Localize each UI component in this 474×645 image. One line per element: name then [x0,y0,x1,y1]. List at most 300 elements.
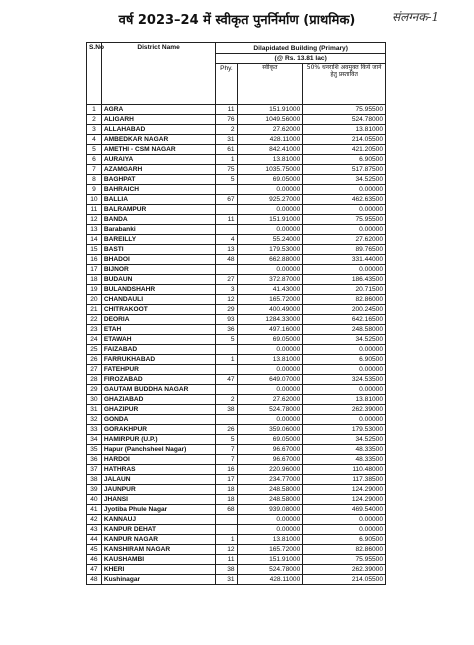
release-cell: 248.58000 [303,325,386,335]
district-cell: BALRAMPUR [101,205,216,215]
phy-cell: 5 [216,175,237,185]
sno-cell: 39 [87,485,102,495]
sanctioned-cell: 0.00000 [237,225,303,235]
release-cell: 75.95500 [303,555,386,565]
sanctioned-cell: 13.81000 [237,155,303,165]
release-cell: 324.53500 [303,375,386,385]
district-cell: CHITRAKOOT [101,305,216,315]
release-cell: 75.95500 [303,215,386,225]
phy-cell [216,365,237,375]
release-cell: 48.33500 [303,445,386,455]
table-row [87,425,386,435]
district-cell: JHANSI [101,495,216,505]
table-row [87,285,386,295]
phy-cell: 7 [216,445,237,455]
district-cell: AZAMGARH [101,165,216,175]
annexure-annotation: संलग्नक-1 [392,10,440,24]
table-row [87,255,386,265]
release-cell: 0.00000 [303,365,386,375]
release-cell: 214.05500 [303,135,386,145]
sanctioned-cell: 0.00000 [237,365,303,375]
release-cell: 6.90500 [303,535,386,545]
phy-cell: 1 [216,535,237,545]
release-cell: 469.54000 [303,505,386,515]
sno-cell: 12 [87,215,102,225]
district-cell: BUDAUN [101,275,216,285]
district-cell: ETAWAH [101,335,216,345]
sno-cell: 21 [87,305,102,315]
table-row [87,265,386,275]
release-cell: 34.52500 [303,335,386,345]
district-cell: JAUNPUR [101,485,216,495]
table-row [87,305,386,315]
phy-cell: 75 [216,165,237,175]
sanctioned-cell: 1284.33000 [237,315,303,325]
phy-cell: 48 [216,255,237,265]
sanctioned-cell: 524.78000 [237,565,303,575]
district-cell: ALIGARH [101,115,216,125]
table-row [87,295,386,305]
sanctioned-cell: 1035.75000 [237,165,303,175]
district-cell: AGRA [101,105,216,115]
sno-cell: 37 [87,465,102,475]
sno-cell: 13 [87,225,102,235]
table-row [87,515,386,525]
release-cell: 179.53000 [303,425,386,435]
release-cell: 331.44000 [303,255,386,265]
sanctioned-cell: 372.87000 [237,275,303,285]
release-cell: 6.90500 [303,155,386,165]
sno-cell: 40 [87,495,102,505]
sanctioned-cell: 649.07000 [237,375,303,385]
phy-cell: 36 [216,325,237,335]
district-cell: BAHRAICH [101,185,216,195]
phy-cell: 7 [216,455,237,465]
sno-cell: 28 [87,375,102,385]
district-cell: ALLAHABAD [101,125,216,135]
phy-cell: 17 [216,475,237,485]
sanctioned-cell: 96.67000 [237,445,303,455]
header-sno: S.No [87,43,102,105]
district-cell: ETAH [101,325,216,335]
header-sanctioned: स्वीकृत [237,64,303,105]
table-row [87,135,386,145]
table-row [87,125,386,135]
district-cell: BAREILLY [101,235,216,245]
sno-cell: 5 [87,145,102,155]
phy-cell: 11 [216,105,237,115]
sanctioned-cell: 179.53000 [237,245,303,255]
release-cell: 13.81000 [303,395,386,405]
page-title: वर्ष 2023–24 में स्वीकृत पुनर्निर्माण (प्राथमिक) [118,13,356,28]
phy-cell: 11 [216,555,237,565]
sno-cell: 3 [87,125,102,135]
sanctioned-cell: 220.96000 [237,465,303,475]
phy-cell: 93 [216,315,237,325]
sanctioned-cell: 359.06000 [237,425,303,435]
table-row [87,195,386,205]
release-cell: 82.86000 [303,545,386,555]
sanctioned-cell: 400.49000 [237,305,303,315]
phy-cell: 47 [216,375,237,385]
table-row [87,225,386,235]
table-row [87,335,386,345]
sno-cell: 1 [87,105,102,115]
release-cell: 214.05500 [303,575,386,585]
phy-cell: 18 [216,495,237,505]
district-cell: Barabanki [101,225,216,235]
district-cell: HAMIRPUR (U.P.) [101,435,216,445]
table-row [87,275,386,285]
sno-cell: 26 [87,355,102,365]
phy-cell: 5 [216,435,237,445]
table-row [87,115,386,125]
district-cell: FAIZABAD [101,345,216,355]
district-cell: Kushinagar [101,575,216,585]
district-cell: GONDA [101,415,216,425]
sno-cell: 9 [87,185,102,195]
sanctioned-cell: 0.00000 [237,415,303,425]
sno-cell: 43 [87,525,102,535]
sanctioned-cell: 165.72000 [237,545,303,555]
sno-cell: 42 [87,515,102,525]
phy-cell: 16 [216,465,237,475]
table-row [87,105,386,115]
release-cell: 421.20500 [303,145,386,155]
sno-cell: 8 [87,175,102,185]
district-cell: HATHRAS [101,465,216,475]
table-row [87,175,386,185]
phy-cell: 38 [216,565,237,575]
phy-cell [216,525,237,535]
release-cell: 0.00000 [303,205,386,215]
sno-cell: 2 [87,115,102,125]
phy-cell: 2 [216,395,237,405]
release-cell: 0.00000 [303,265,386,275]
table-row [87,565,386,575]
release-cell: 0.00000 [303,185,386,195]
district-cell: GHAZIPUR [101,405,216,415]
sno-cell: 15 [87,245,102,255]
sno-cell: 19 [87,285,102,295]
table-row [87,185,386,195]
sanctioned-cell: 0.00000 [237,515,303,525]
district-cell: Jyotiba Phule Nagar [101,505,216,515]
release-cell: 89.76500 [303,245,386,255]
sno-cell: 10 [87,195,102,205]
district-cell: BHADOI [101,255,216,265]
release-cell: 27.62000 [303,235,386,245]
sanctioned-cell: 662.88000 [237,255,303,265]
sno-cell: 25 [87,345,102,355]
sanctioned-cell: 151.91000 [237,215,303,225]
district-cell: KHERI [101,565,216,575]
table-row [87,575,386,585]
table-row [87,355,386,365]
release-cell: 262.39000 [303,405,386,415]
sanctioned-cell: 428.11000 [237,575,303,585]
table-row [87,205,386,215]
district-cell: KANNAUJ [101,515,216,525]
sno-cell: 7 [87,165,102,175]
table-row [87,145,386,155]
district-table [86,42,386,585]
district-cell: BIJNOR [101,265,216,275]
phy-cell [216,345,237,355]
district-cell: AMBEDKAR NAGAR [101,135,216,145]
sno-cell: 36 [87,455,102,465]
release-cell: 20.71500 [303,285,386,295]
district-cell: BULANDSHAHR [101,285,216,295]
sanctioned-cell: 41.43000 [237,285,303,295]
sanctioned-cell: 69.05000 [237,435,303,445]
sno-cell: 30 [87,395,102,405]
table-row [87,485,386,495]
table-row [87,495,386,505]
sno-cell: 22 [87,315,102,325]
district-cell: BALLIA [101,195,216,205]
sanctioned-cell: 248.58000 [237,485,303,495]
sanctioned-cell: 0.00000 [237,185,303,195]
release-cell: 34.52500 [303,175,386,185]
phy-cell: 4 [216,235,237,245]
release-cell: 462.63500 [303,195,386,205]
sno-cell: 20 [87,295,102,305]
phy-cell [216,225,237,235]
table-row [87,315,386,325]
sno-cell: 33 [87,425,102,435]
phy-cell: 68 [216,505,237,515]
district-cell: JALAUN [101,475,216,485]
sanctioned-cell: 27.62000 [237,395,303,405]
sno-cell: 11 [87,205,102,215]
phy-cell: 61 [216,145,237,155]
sanctioned-cell: 55.24000 [237,235,303,245]
district-cell: FATEHPUR [101,365,216,375]
district-cell: BAGHPAT [101,175,216,185]
phy-cell: 11 [216,215,237,225]
table-row [87,345,386,355]
release-cell: 75.95500 [303,105,386,115]
sanctioned-cell: 0.00000 [237,205,303,215]
sanctioned-cell: 151.91000 [237,105,303,115]
phy-cell: 31 [216,135,237,145]
sno-cell: 47 [87,565,102,575]
sno-cell: 24 [87,335,102,345]
sno-cell: 38 [87,475,102,485]
district-cell: DEORIA [101,315,216,325]
sanctioned-cell: 939.08000 [237,505,303,515]
phy-cell: 5 [216,335,237,345]
sanctioned-cell: 151.91000 [237,555,303,565]
table-row [87,455,386,465]
sanctioned-cell: 27.62000 [237,125,303,135]
table-row [87,385,386,395]
sanctioned-cell: 524.78000 [237,405,303,415]
release-cell: 186.43500 [303,275,386,285]
release-cell: 110.48000 [303,465,386,475]
table-row [87,475,386,485]
release-cell: 0.00000 [303,525,386,535]
table-row [87,545,386,555]
district-cell: KANPUR NAGAR [101,535,216,545]
release-cell: 124.29000 [303,485,386,495]
sno-cell: 41 [87,505,102,515]
sno-cell: 17 [87,265,102,275]
phy-cell: 1 [216,155,237,165]
phy-cell [216,205,237,215]
table-row [87,405,386,415]
phy-cell: 29 [216,305,237,315]
release-cell: 13.81000 [303,125,386,135]
table-row [87,375,386,385]
phy-cell: 12 [216,545,237,555]
header-phy: Phy. [216,64,237,105]
phy-cell: 76 [216,115,237,125]
sanctioned-cell: 0.00000 [237,265,303,275]
release-cell: 0.00000 [303,415,386,425]
sanctioned-cell: 0.00000 [237,385,303,395]
table-row [87,395,386,405]
table-row [87,165,386,175]
sanctioned-cell: 69.05000 [237,175,303,185]
table-row [87,525,386,535]
sno-cell: 35 [87,445,102,455]
table-row [87,465,386,475]
sno-cell: 48 [87,575,102,585]
sno-cell: 18 [87,275,102,285]
sanctioned-cell: 13.81000 [237,355,303,365]
release-cell: 0.00000 [303,225,386,235]
sno-cell: 23 [87,325,102,335]
sanctioned-cell: 69.05000 [237,335,303,345]
table-row [87,535,386,545]
district-cell: Hapur (Panchsheel Nagar) [101,445,216,455]
sno-cell: 34 [87,435,102,445]
sanctioned-cell: 13.81000 [237,535,303,545]
sanctioned-cell: 234.77000 [237,475,303,485]
table-row [87,555,386,565]
district-cell: GORAKHPUR [101,425,216,435]
sanctioned-cell: 497.16000 [237,325,303,335]
table-row [87,365,386,375]
phy-cell: 67 [216,195,237,205]
district-cell: KAUSHAMBI [101,555,216,565]
table-row [87,325,386,335]
sno-cell: 14 [87,235,102,245]
header-release: 50% धनराशि अवमुक्त किये जाने हेतु प्रस्तावित [303,64,386,105]
phy-cell: 13 [216,245,237,255]
table-row [87,415,386,425]
sanctioned-cell: 842.41000 [237,145,303,155]
table-body [87,105,386,585]
release-cell: 34.52500 [303,435,386,445]
phy-cell: 12 [216,295,237,305]
phy-cell [216,265,237,275]
district-cell: BASTI [101,245,216,255]
district-cell: GHAZIABAD [101,395,216,405]
release-cell: 82.86000 [303,295,386,305]
release-cell: 117.38500 [303,475,386,485]
table-row [87,435,386,445]
district-cell: KANPUR DEHAT [101,525,216,535]
phy-cell: 1 [216,355,237,365]
phy-cell: 26 [216,425,237,435]
release-cell: 0.00000 [303,515,386,525]
sno-cell: 31 [87,405,102,415]
sno-cell: 32 [87,415,102,425]
phy-cell [216,515,237,525]
district-cell: BANDA [101,215,216,225]
release-cell: 262.39000 [303,565,386,575]
release-cell: 0.00000 [303,345,386,355]
table-row [87,215,386,225]
table-row [87,505,386,515]
phy-cell [216,385,237,395]
sno-cell: 45 [87,545,102,555]
district-cell: KANSHIRAM NAGAR [101,545,216,555]
phy-cell: 18 [216,485,237,495]
release-cell: 517.87500 [303,165,386,175]
sno-cell: 44 [87,535,102,545]
sanctioned-cell: 0.00000 [237,345,303,355]
district-cell: CHANDAULI [101,295,216,305]
district-cell: GAUTAM BUDDHA NAGAR [101,385,216,395]
header-dilapidated: Dilapidated Building (Primary) [216,43,386,54]
release-cell: 524.78000 [303,115,386,125]
district-cell: HARDOI [101,455,216,465]
release-cell: 0.00000 [303,385,386,395]
district-cell: FIROZABAD [101,375,216,385]
sanctioned-cell: 165.72000 [237,295,303,305]
sanctioned-cell: 1049.56000 [237,115,303,125]
sanctioned-cell: 925.27000 [237,195,303,205]
phy-cell [216,415,237,425]
phy-cell: 2 [216,125,237,135]
phy-cell: 3 [216,285,237,295]
release-cell: 124.29000 [303,495,386,505]
sanctioned-cell: 0.00000 [237,525,303,535]
release-cell: 200.24500 [303,305,386,315]
district-cell: AMETHI - CSM NAGAR [101,145,216,155]
sanctioned-cell: 428.11000 [237,135,303,145]
sno-cell: 29 [87,385,102,395]
district-cell: FARRUKHABAD [101,355,216,365]
sno-cell: 27 [87,365,102,375]
phy-cell: 38 [216,405,237,415]
sanctioned-cell: 248.58000 [237,495,303,505]
table-row [87,245,386,255]
sno-cell: 46 [87,555,102,565]
phy-cell: 31 [216,575,237,585]
release-cell: 6.90500 [303,355,386,365]
table-row [87,235,386,245]
release-cell: 642.16500 [303,315,386,325]
district-cell: AURAIYA [101,155,216,165]
sno-cell: 4 [87,135,102,145]
table-row [87,445,386,455]
phy-cell [216,185,237,195]
phy-cell: 27 [216,275,237,285]
sno-cell: 6 [87,155,102,165]
table-row [87,155,386,165]
header-district: District Name [101,43,216,105]
district-table-wrapper [86,42,386,585]
release-cell: 48.33500 [303,455,386,465]
header-rate: (@ Rs. 13.81 lac) [216,54,386,64]
sanctioned-cell: 96.67000 [237,455,303,465]
sno-cell: 16 [87,255,102,265]
